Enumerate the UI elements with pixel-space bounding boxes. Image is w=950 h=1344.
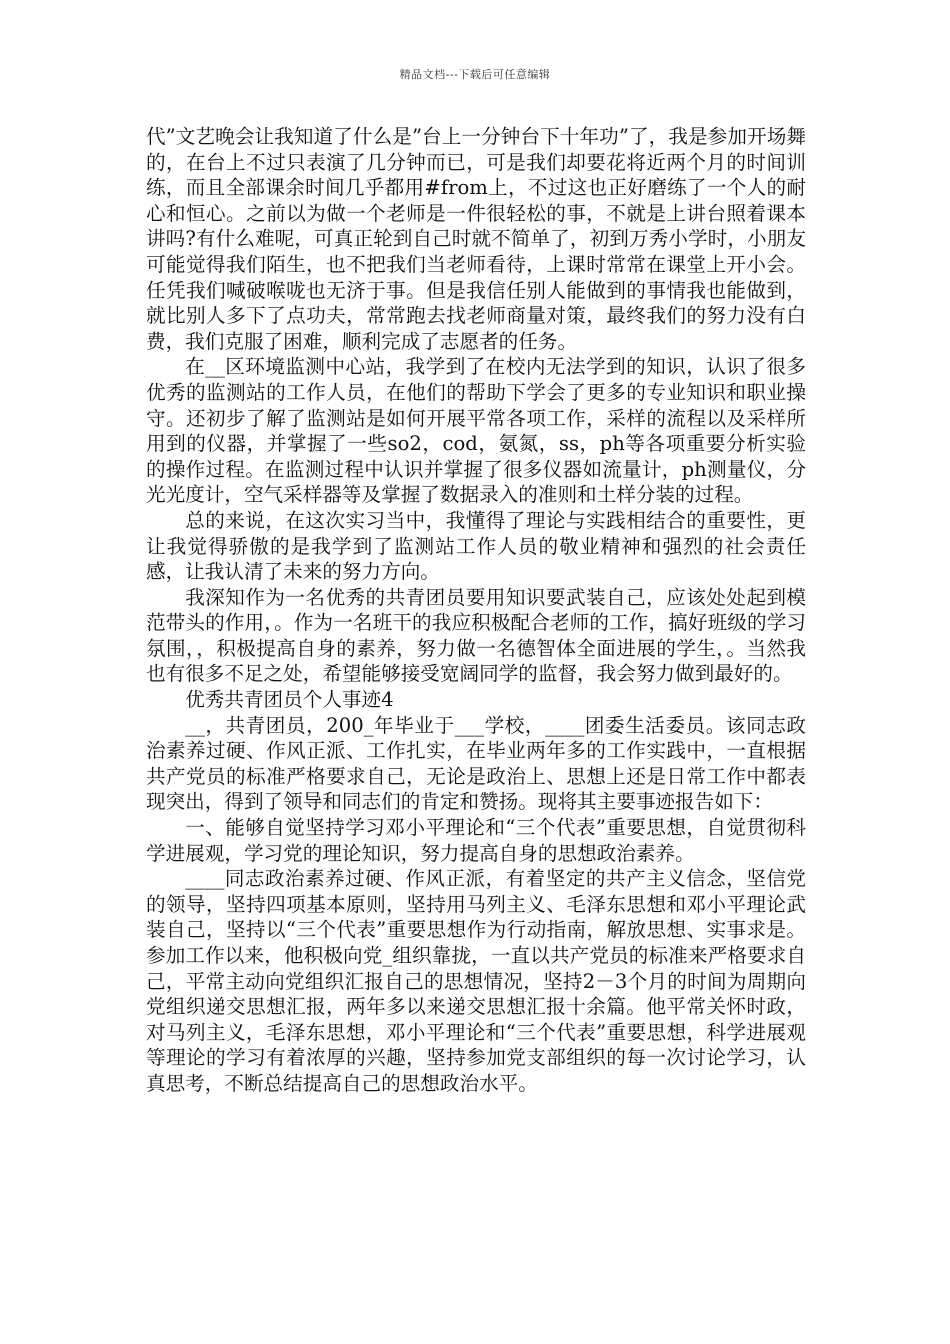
paragraph: 代”文艺晚会让我知道了什么是”台上一分钟台下十年功”了，我是参加开场舞的，在台上不过只表演了几分钟而已，可是我们却要花将近两个月的时间训练，而且全部课余时间几乎都用#from上，不过这也正好磨练了一个人的耐心和恒心。之前以为做一个老师是一件很轻松的事，不就是上讲台照着课本讲吗?有什么难呢，可真正轮到自己时就不简单了，初到万秀小学时，小朋友可能觉得我们陌生，也不把我们当老师看待，上课时常常在课堂上开小会。任凭我们喊破喉咙也无济于事。但是我信任别人能做到的事情我也能做到，就比别人多下了点功夫，常常跑去找老师商量对策，最终我们的努力没有白费，我们克服了困难，顺利完成了志愿者的任务。 (146, 125, 806, 353)
paragraph: __，共青团员，200_年毕业于___学校，____团委生活委员。该同志政治素养过硬、作风正派、工作扎实，在毕业两年多的工作实践中，一直根据共产党员的标准严格要求自己，无论是政治上、思想上还是日常工作中都表现突出，得到了领导和同志们的肯定和赞扬。现将其主要事迹报告如下： (146, 713, 806, 814)
paragraph: 总的来说，在这次实习当中，我懂得了理论与实践相结合的重要性，更让我觉得骄傲的是我学到了监测站工作人员的敬业精神和强烈的社会责任感，让我认清了未来的努力方向。 (146, 508, 806, 584)
paragraph: ____同志政治素养过硬、作风正派，有着坚定的共产主义信念，坚信党的领导，坚持四项基本原则，坚持用马列主义、毛泽东思想和邓小平理论武装自己，坚持以“三个代表”重要思想作为行动指南，解放思想、实事求是。参加工作以来，他积极向党_组织靠拢，一直以共产党员的标准来严格要求自己，平常主动向党组织汇报自己的思想情况，坚持2－3个月的时间为周期向党组织递交思想汇报，两年多以来递交思想汇报十余篇。他平常关怀时政，对马列主义，毛泽东思想，邓小平理论和“三个代表”重要思想，科学进展观等理论的学习有着浓厚的兴趣，坚持参加党支部组织的每一次讨论学习，认真思考，不断总结提高自己的思想政治水平。 (146, 867, 806, 1095)
document-body (146, 124, 806, 1097)
paragraph: 一、能够自觉坚持学习邓小平理论和“三个代表”重要思想，自觉贯彻科学进展观，学习党的理论知识，努力提高自身的思想政治素养。 (146, 816, 806, 865)
paragraph: 在__区环境监测中心站，我学到了在校内无法学到的知识，认识了很多优秀的监测站的工作人员，在他们的帮助下学会了更多的专业知识和职业操守。还初步了解了监测站是如何开展平常各项工作，采样的流程以及采样所用到的仪器，并掌握了一些so2，cod，氨氮，ss，ph等各项重要分析实验的操作过程。在监测过程中认识并掌握了很多仪器如流量计，ph测量仪，分光光度计，空气采样器等及掌握了数据录入的准则和土样分装的过程。 (146, 355, 806, 507)
section-heading: 优秀共青团员个人事迹4 (185, 688, 394, 712)
paragraph: 我深知作为一名优秀的共青团员要用知识要武装自己，应该处处起到模范带头的作用，。作为一名班干的我应积极配合老师的工作，搞好班级的学习氛围，，积极提高自身的素养，努力做一名德智体全面进展的学生，。当然我也有很多不足之处，希望能够接受宽阔同学的监督，我会努力做到最好的。 (146, 585, 806, 686)
page-header: 精品文档---下载后可任意编辑 (399, 68, 551, 81)
